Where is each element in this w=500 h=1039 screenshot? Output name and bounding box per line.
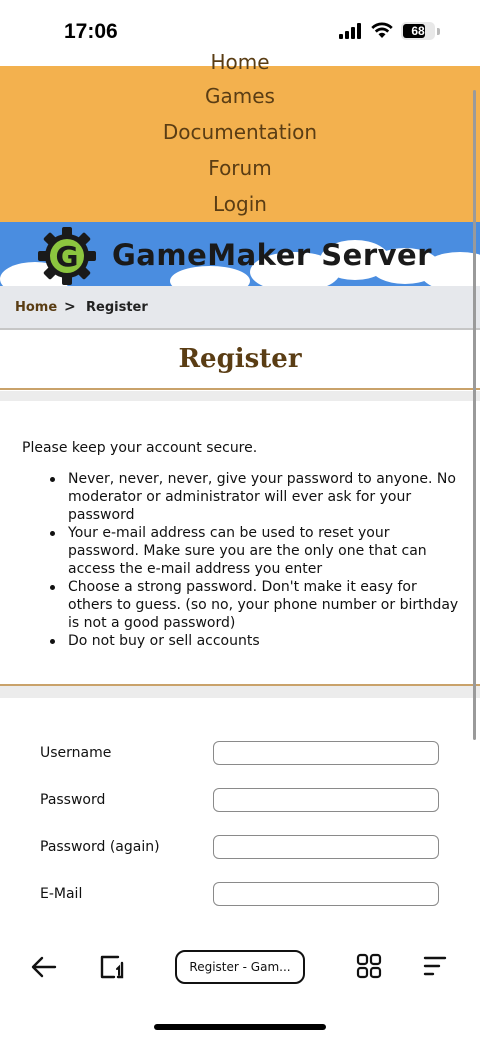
browser-toolbar bbox=[0, 935, 480, 1039]
site-banner[interactable] bbox=[0, 222, 480, 286]
menu-icon[interactable] bbox=[422, 953, 448, 979]
password-again-label: Password (again) bbox=[40, 839, 160, 855]
wifi-icon bbox=[371, 23, 393, 39]
divider bbox=[0, 391, 480, 401]
logo-letter: G bbox=[55, 240, 79, 273]
username-input[interactable] bbox=[213, 741, 439, 765]
battery-tip bbox=[437, 28, 440, 35]
password-label: Password bbox=[40, 792, 106, 808]
back-arrow-icon[interactable] bbox=[30, 953, 58, 981]
nav-item-forum[interactable]: Forum bbox=[208, 156, 272, 180]
breadcrumb-current: Register bbox=[86, 300, 148, 315]
email-label: E-Mail bbox=[40, 886, 83, 902]
email-input[interactable] bbox=[213, 882, 439, 906]
status-time: 17:06 bbox=[64, 20, 118, 43]
page-title-box bbox=[0, 334, 480, 390]
signal-icon bbox=[339, 23, 363, 39]
scrollbar[interactable] bbox=[473, 90, 476, 740]
list-item: Never, never, never, give your password to anyone. No moderator or administrator will ever ask for your password bbox=[48, 470, 460, 524]
breadcrumb bbox=[0, 286, 480, 330]
grid-icon[interactable] bbox=[356, 953, 382, 979]
security-info bbox=[0, 402, 480, 684]
nav-item-home[interactable]: Home bbox=[210, 50, 270, 74]
breadcrumb-separator: > bbox=[64, 299, 76, 315]
nav-item-documentation[interactable]: Documentation bbox=[162, 120, 318, 144]
page-title: Register bbox=[178, 344, 302, 374]
security-intro: Please keep your account secure. bbox=[22, 440, 258, 456]
password-again-input[interactable] bbox=[213, 835, 439, 859]
nav-item-games[interactable]: Games bbox=[205, 84, 275, 108]
nav-menu bbox=[0, 50, 480, 222]
nav-item-login[interactable]: Login bbox=[213, 192, 267, 216]
battery-level: 68 bbox=[411, 24, 425, 38]
list-item: Choose a strong password. Don't make it easy for others to guess. (so no, your phone number or birthday is not a good password) bbox=[48, 578, 460, 632]
list-item: Your e-mail address can be used to reset your password. Make sure you are the only one that can access the e-mail address you enter bbox=[48, 524, 460, 578]
home-indicator[interactable] bbox=[154, 1024, 326, 1030]
tab-switch-icon[interactable] bbox=[98, 953, 126, 981]
password-input[interactable] bbox=[213, 788, 439, 812]
username-label: Username bbox=[40, 745, 112, 761]
gamemaker-logo-icon bbox=[34, 228, 100, 284]
list-item: Do not buy or sell accounts bbox=[48, 632, 460, 650]
security-tips-list bbox=[48, 470, 460, 650]
breadcrumb-home-link[interactable]: Home bbox=[15, 300, 58, 315]
current-tab-button[interactable]: Register - Gam... bbox=[175, 950, 305, 984]
banner-title: GameMaker Server bbox=[112, 238, 432, 272]
divider bbox=[0, 686, 480, 698]
battery-icon bbox=[401, 22, 435, 40]
status-icons bbox=[339, 22, 440, 40]
